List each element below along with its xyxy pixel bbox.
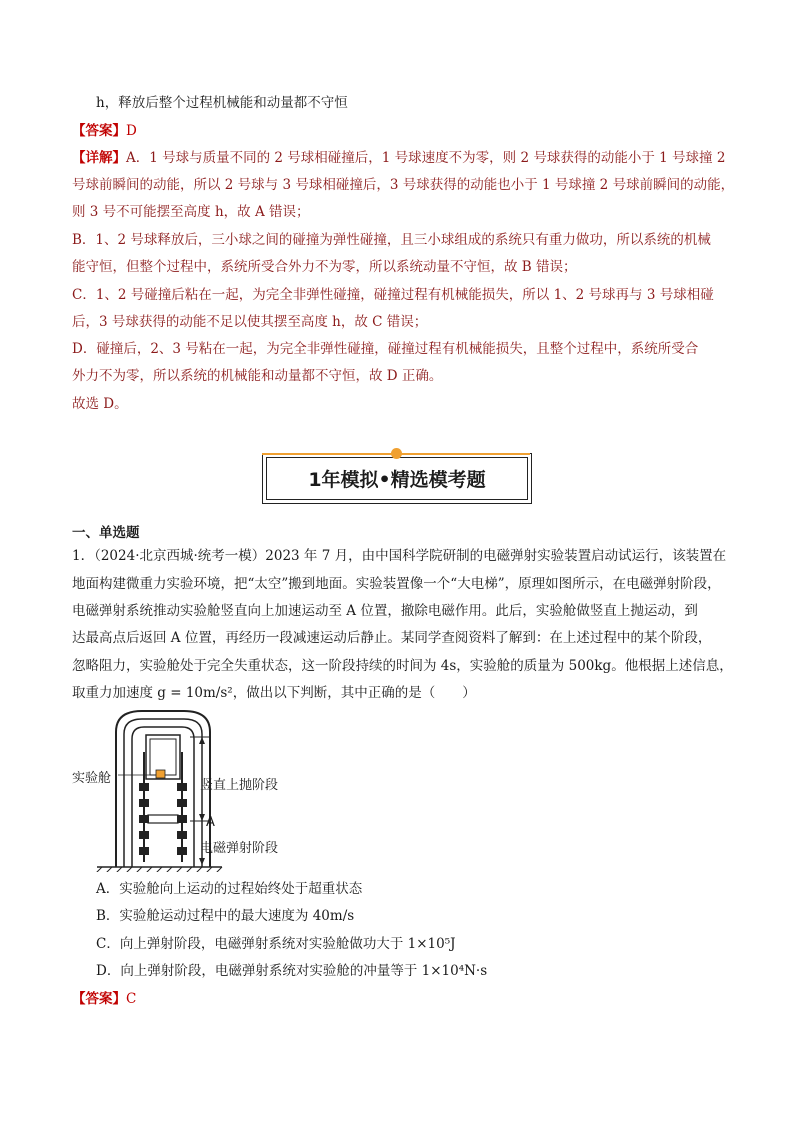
detail-line-3: 则 3 号不可能摆至高度 h，故 A 错误； xyxy=(72,204,310,220)
figure-label-a: A xyxy=(206,815,215,830)
answer-tag: 【答案】 xyxy=(72,123,126,139)
option-c: C．向上弹射阶段，电磁弹射系统对实验舱做功大于 1×10⁵J xyxy=(96,936,456,952)
answer-tag: 【答案】 xyxy=(72,991,126,1007)
banner-title: 1年模拟•精选模考题 xyxy=(266,457,528,500)
detail-text: A．1 号球与质量不同的 2 号球相碰撞后，1 号球速度不为零，则 2 号球获得的动能小于 1 号球撞 2 xyxy=(126,150,726,166)
detail-line-10: 故选 D。 xyxy=(72,396,128,412)
question-answer xyxy=(72,990,136,1008)
option-a: A．实验舱向上运动的过程始终处于超重状态 xyxy=(96,881,363,897)
figure-label-upper: 竖直上抛阶段 xyxy=(200,778,279,793)
prev-text-line: h，释放后整个过程机械能和动量都不守恒 xyxy=(96,95,348,111)
question-line-4: 达最高点后返回 A 位置，再经历一段减速运动后静止。某同学查阅资料了解到：在上述过程中的某个阶段， xyxy=(72,630,712,646)
detail-line-1 xyxy=(72,149,725,167)
question-line-6: 取重力加速度 g = 10m/s²，做出以下判断，其中正确的是（ ） xyxy=(72,685,476,701)
detail-line-4: B．1、2 号球释放后，三小球之间的碰撞为弹性碰撞，且三小球组成的系统只有重力做功，所以系统的机械 xyxy=(72,232,711,248)
answer-value: D xyxy=(126,123,137,139)
section-banner xyxy=(262,453,532,504)
answer-value: C xyxy=(126,991,137,1007)
figure-label-capsule: 实验舱 xyxy=(72,771,112,786)
figure-label-lower: 电磁弹射阶段 xyxy=(200,841,279,856)
apparatus-figure xyxy=(72,707,302,876)
detail-line-2: 号球前瞬间的动能，所以 2 号球与 3 号球相碰撞后，3 号球获得的动能也小于 1 号球撞 2 号球前瞬间的动能， xyxy=(72,177,735,193)
detail-line-5: 能守恒，但整个过程中，系统所受合外力不为零，所以系统动量不守恒，故 B 错误； xyxy=(72,259,577,275)
detail-line-6: C．1、2 号碰撞后粘在一起，为完全非弹性碰撞，碰撞过程有机械能损失，所以 1、2 号球再与 3 号球相碰 xyxy=(72,287,714,303)
banner-dot-icon xyxy=(391,448,402,459)
question-line-1: 1．（2024·北京西城·统考一模）2023 年 7 月，由中国科学院研制的电磁弹射实验装置启动试运行，该装置在 xyxy=(72,548,727,564)
detail-line-7: 后，3 号球获得的动能不足以使其摆至高度 h，故 C 错误； xyxy=(72,314,428,330)
question-line-2: 地面构建微重力实验环境，把“太空”搬到地面。实验装置像一个“大电梯”，原理如图所示，在电磁弹射阶段， xyxy=(72,576,721,592)
section-title: 一、单选题 xyxy=(72,525,140,541)
detail-line-8: D．碰撞后，2、3 号粘在一起，为完全非弹性碰撞，碰撞过程有机械能损失，且整个过程中，系统所受合 xyxy=(72,341,699,357)
question-line-3: 电磁弹射系统推动实验舱竖直向上加速运动至 A 位置，撤除电磁作用。此后，实验舱做竖直上抛运动，到 xyxy=(72,603,698,619)
option-b: B．实验舱运动过程中的最大速度为 40m/s xyxy=(96,908,355,924)
detail-tag: 【详解】 xyxy=(72,150,126,166)
prev-answer xyxy=(72,122,137,140)
question-line-5: 忽略阻力，实验舱处于完全失重状态，这一阶段持续的时间为 4s，实验舱的质量为 500kg。他根据上述信息， xyxy=(72,658,733,674)
option-d: D．向上弹射阶段，电磁弹射系统对实验舱的冲量等于 1×10⁴N·s xyxy=(96,963,488,979)
detail-line-9: 外力不为零，所以系统的机械能和动量都不守恒，故 D 正确。 xyxy=(72,368,443,384)
